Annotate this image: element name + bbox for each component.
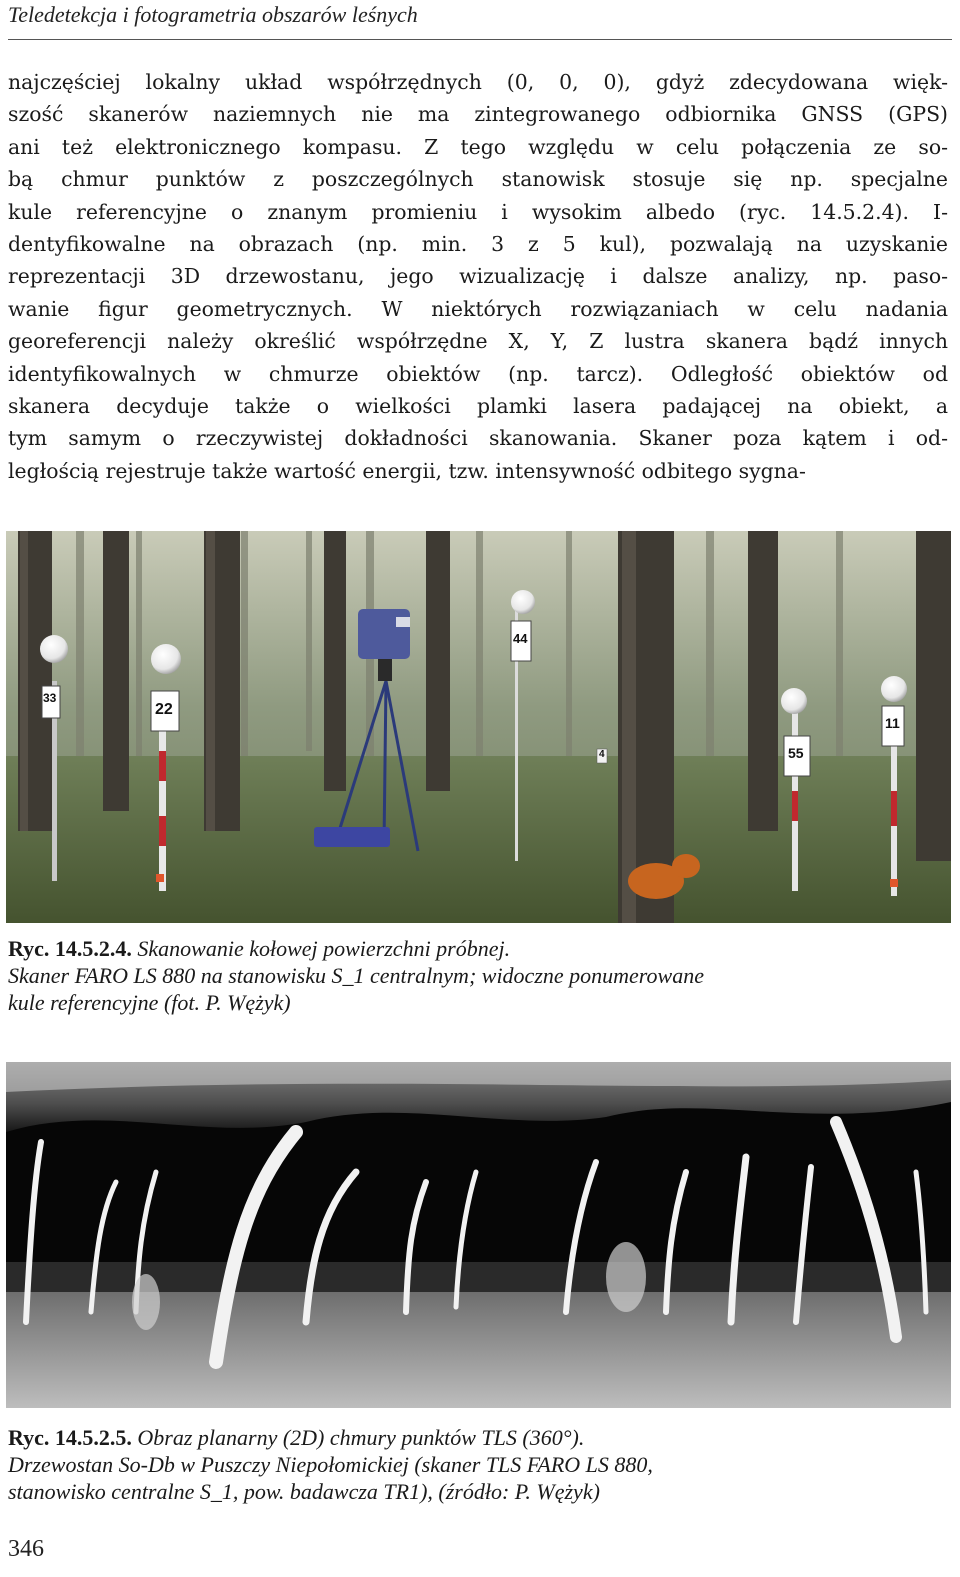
small-tag-label: 4 xyxy=(599,749,605,760)
figure-number: Ryc. 14.5.2.5. xyxy=(8,1425,132,1450)
text-line: kule referencyjne o znanym promieniu i wysokim albedo (ryc. 14.5.2.4). I- xyxy=(8,199,948,224)
text-line: ani też elektronicznego kompasu. Z tego względu w celu połączenia ze so- xyxy=(8,134,948,159)
page-number: 346 xyxy=(8,1536,44,1562)
text-line: tym samym o rzeczywistej dokładności skanowania. Skaner poza kątem i od- xyxy=(8,426,948,451)
point-cloud-illustration xyxy=(6,1062,951,1408)
text-line: szość skanerów naziemnych nie ma zintegrowanego odbiornika GNSS (GPS) xyxy=(8,102,948,127)
text-line: bą chmur punktów z poszczególnych stanowisk stosuje się np. specjalne xyxy=(8,167,948,192)
tls-point-cloud-image xyxy=(6,1062,951,1408)
marker-label-22: 22 xyxy=(155,701,173,718)
figure-title: Skanowanie kołowej powierzchni próbnej. xyxy=(137,936,511,961)
caption-line: stanowisko centralne S_1, pow. badawcza TR1), (źródło: P. Wężyk) xyxy=(8,1479,600,1504)
figure-caption-2 xyxy=(8,1424,653,1505)
marker-label-55: 55 xyxy=(788,745,804,761)
running-head: Teledetekcja i fotogrametria obszarów leśnych xyxy=(8,2,418,27)
marker-label-33: 33 xyxy=(43,691,57,705)
marker-label-11: 11 xyxy=(885,715,900,731)
forest-scanner-photo xyxy=(6,531,951,923)
figure-caption-1 xyxy=(8,935,704,1016)
marker-label-44: 44 xyxy=(513,631,528,646)
figure-number: Ryc. 14.5.2.4. xyxy=(8,936,132,961)
header-rule xyxy=(8,39,952,40)
text-line: skanera decyduje także o wielkości plamki lasera padającej na obiekt, a xyxy=(8,394,948,419)
caption-line: Skaner FARO LS 880 na stanowisku S_1 centralnym; widoczne ponumerowane xyxy=(8,963,704,988)
text-line: identyfikowalnych w chmurze obiektów (np. tarcz). Odległość obiektów od xyxy=(8,361,948,386)
text-line: wanie figur geometrycznych. W niektórych rozwiązaniach w celu nadania xyxy=(8,296,948,321)
text-line: ległością rejestruje także wartość energii, tzw. intensywność odbitego sygna- xyxy=(8,458,806,483)
text-line: dentyfikowalne na obrazach (np. min. 3 z 5 kul), pozwalają na uzyskanie xyxy=(8,232,948,257)
scanner-body xyxy=(358,609,410,659)
caption-line: kule referencyjne (fot. P. Wężyk) xyxy=(8,990,291,1015)
text-line: georeferencji należy określić współrzędne X, Y, Z lustra skanera bądź innych xyxy=(8,329,948,354)
figure-title: Obraz planarny (2D) chmury punktów TLS (360°). xyxy=(137,1425,585,1450)
text-line: reprezentacji 3D drzewostanu, jego wizualizację i dalsze analizy, np. paso- xyxy=(8,264,948,289)
body-paragraph xyxy=(8,66,948,487)
caption-line: Drzewostan So-Db w Puszczy Niepołomickiej (skaner TLS FARO LS 880, xyxy=(8,1452,653,1477)
photo-illustration xyxy=(6,531,951,923)
text-line: najczęściej lokalny układ współrzędnych (0, 0, 0), gdyż zdecydowana więk- xyxy=(8,70,948,94)
